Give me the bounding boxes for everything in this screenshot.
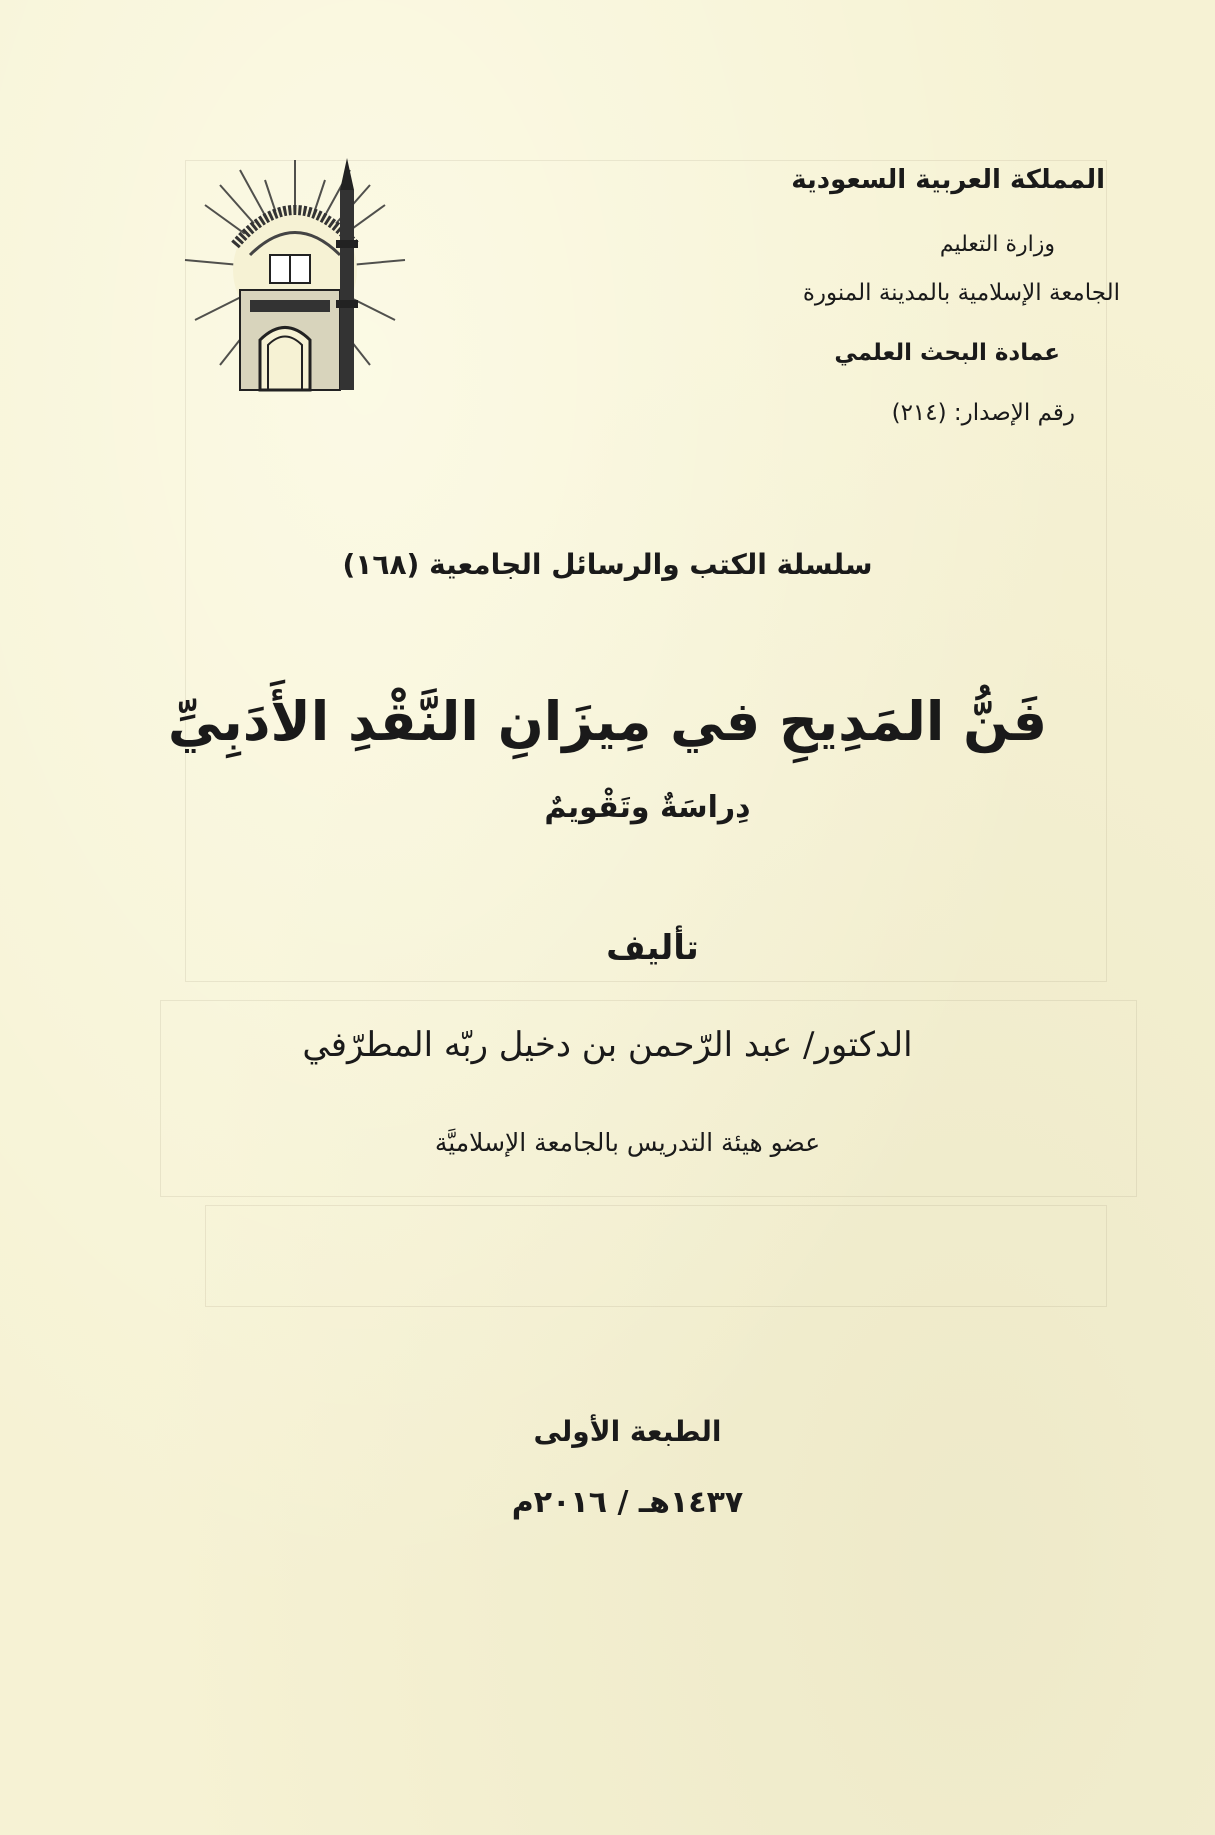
author-label: تأليف xyxy=(606,928,699,968)
series-title: سلسلة الكتب والرسائل الجامعية (١٦٨) xyxy=(342,548,873,581)
edition-label: الطبعة الأولى xyxy=(533,1415,722,1448)
islamic-university-emblem-icon xyxy=(180,150,410,400)
country-name: المملكة العربية السعودية xyxy=(791,165,1105,195)
ministry-name: وزارة التعليم xyxy=(939,232,1055,257)
issue-number: رقم الإصدار: (٢١٤) xyxy=(891,400,1075,426)
book-title: فَنُّ المَدِيحِ في مِيزَانِ النَّقْدِ الأَدَبِيِّ xyxy=(167,690,1048,753)
deanship-name: عمادة البحث العلمي xyxy=(834,340,1060,366)
edition-date: ١٤٣٧هـ / ٢٠١٦م xyxy=(511,1485,744,1520)
author-affiliation: عضو هيئة التدريس بالجامعة الإسلاميَّة xyxy=(434,1128,821,1157)
university-name: الجامعة الإسلامية بالمدينة المنورة xyxy=(802,280,1120,306)
author-name: الدكتور/ عبد الرّحمن بن دخيل ربّه المطرّفي xyxy=(302,1025,913,1065)
book-subtitle: دِراسَةٌ وتَقْويمٌ xyxy=(544,790,751,825)
bleed-through-frame-inner xyxy=(205,1205,1107,1307)
